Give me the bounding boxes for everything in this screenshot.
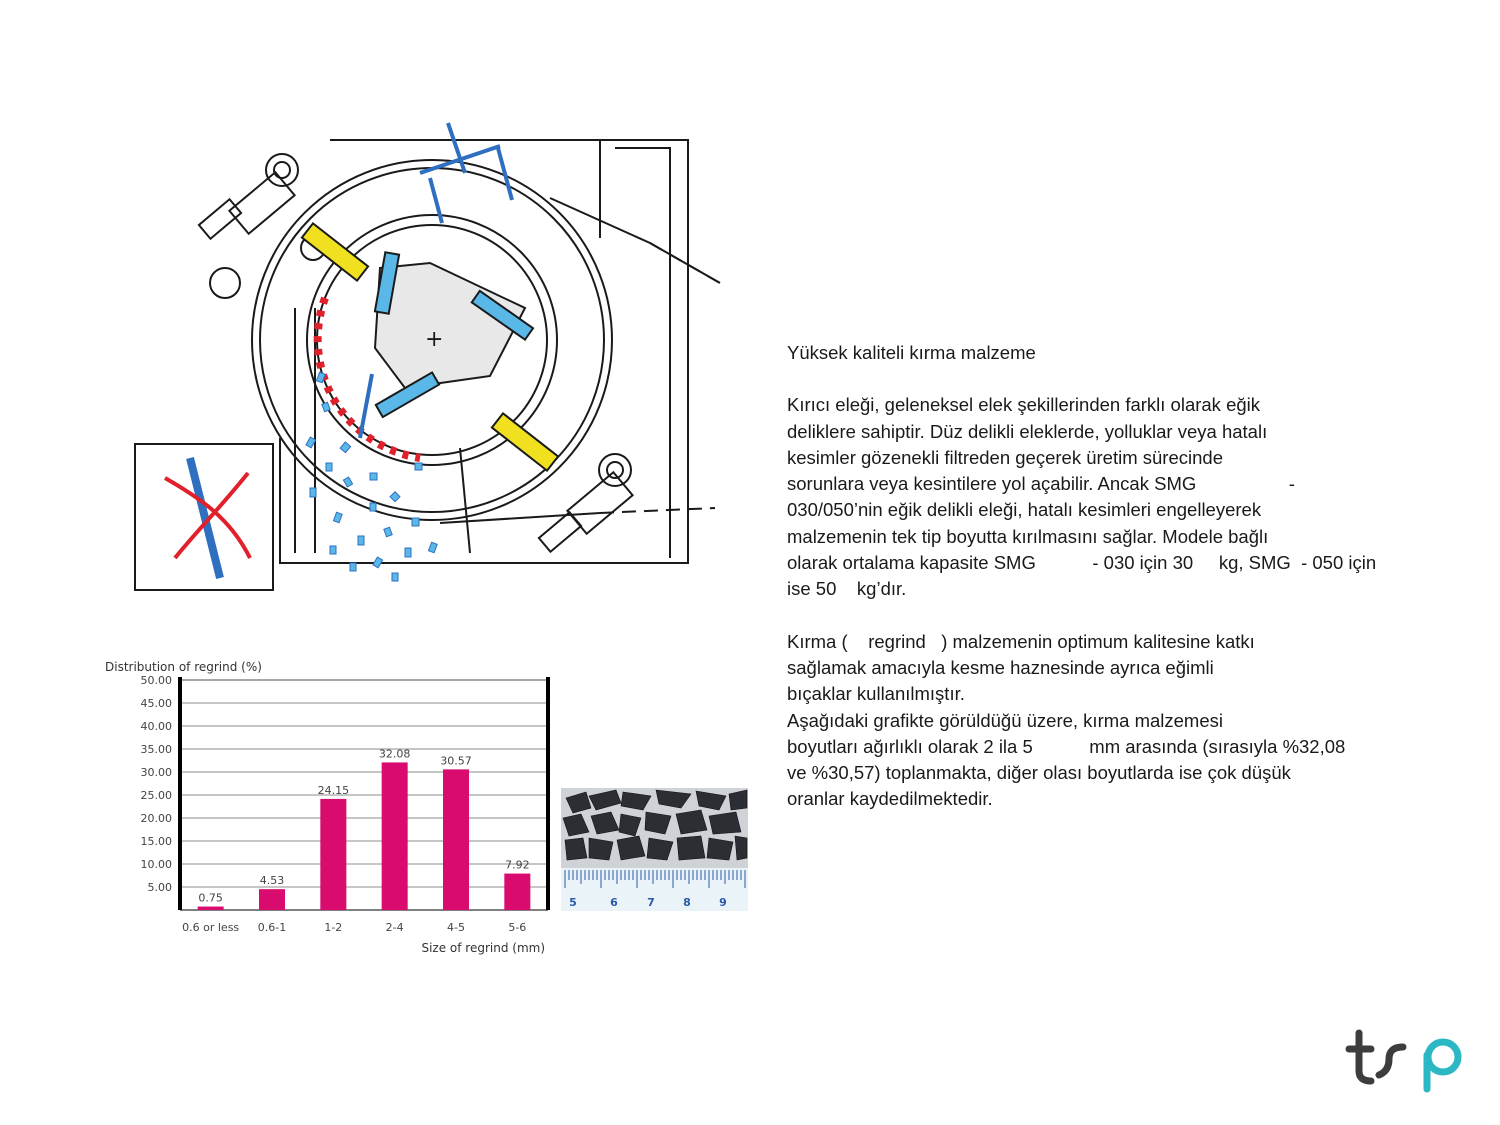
chart-value-label: 7.92	[505, 858, 530, 872]
para1-line: Kırıcı eleği, geleneksel elek şekillerinden farklı olarak eğik	[787, 394, 1261, 416]
chart-xtick-label: 1-2	[324, 921, 343, 934]
para1-line: ise 50 kg’dır.	[787, 578, 907, 600]
logo-t	[1359, 1033, 1371, 1081]
para1-line: deliklere sahiptir. Düz delikli eleklerde, yolluklar veya hatalı	[787, 420, 1268, 442]
chart-bar	[504, 874, 530, 910]
chart-ytick-label: 35.00	[140, 743, 172, 756]
ruler-number: 5	[569, 896, 577, 909]
granulator-cross-section-diagram	[130, 118, 730, 598]
chart-xlabel: Size of regrind (mm)	[421, 941, 545, 955]
chart-value-label: 4.53	[259, 874, 285, 888]
chart-xtick-label: 0.6-1	[257, 921, 287, 934]
chart-ytick-label: 25.00	[140, 789, 172, 802]
chart-bar	[198, 907, 224, 910]
para1-line: kesimler gözenekli filtreden geçerek üretim sürecinde	[787, 446, 1223, 468]
chart-xtick-label: 5-6	[508, 921, 527, 934]
para1-line: 030/050’nin eğik delikli eleği, hatalı kesimleri engelleyerek	[787, 499, 1262, 521]
chart-xtick-label: 0.6 or less	[182, 921, 240, 934]
chart-bar	[320, 799, 346, 910]
chart-bar	[382, 762, 408, 910]
para2-line: Aşağıdaki grafikte görüldüğü üzere, kırma malzemesi	[787, 709, 1223, 731]
chart-ytick-label: 40.00	[140, 720, 172, 733]
chart-ytick-label: 45.00	[140, 697, 172, 710]
ruler-number: 6	[610, 896, 618, 909]
chart-xtick-label: 4-5	[447, 921, 465, 934]
chart-value-label: 32.08	[378, 747, 411, 761]
description-text	[787, 340, 1427, 813]
regrind-distribution-chart	[100, 655, 560, 965]
pivot-knob	[210, 268, 240, 298]
svg-text:+: +	[425, 327, 444, 352]
chart-bar	[443, 769, 469, 910]
chart-value-label: 24.15	[317, 783, 350, 797]
chart-title: Distribution of regrind (%)	[105, 660, 262, 674]
para1-line: sorunlara veya kesintilere yol açabilir. Ancak SMG -	[787, 473, 1295, 495]
logo-s	[1379, 1047, 1403, 1075]
regrind-flakes	[306, 372, 437, 581]
stationary-blade	[492, 413, 558, 470]
para2-line: Kırma ( regrind ) malzemenin optimum kalitesine katkı	[787, 630, 1255, 652]
regrind-sample-photo	[561, 788, 748, 911]
chart-ytick-label: 10.00	[140, 858, 172, 871]
section-title: Yüksek kaliteli kırma malzeme	[787, 342, 1036, 363]
rotor-body	[375, 263, 525, 388]
para2-line: sağlamak amacıyla kesme haznesinde ayrıca eğimli	[787, 656, 1214, 678]
chart-ytick-label: 15.00	[140, 835, 172, 848]
para2-line: bıçaklar kullanılmıştır.	[787, 683, 965, 705]
ruler-number: 9	[719, 896, 727, 909]
para1-line: malzemenin tek tip boyutta kırılmasını sağlar. Modele bağlı	[787, 525, 1269, 547]
chart-bar	[259, 889, 285, 910]
tsp-logo	[1345, 1025, 1470, 1093]
para2-line: ve %30,57) toplanmakta, diğer olası boyutlarda ise çok düşük	[787, 762, 1291, 784]
para2-line: oranlar kaydedilmektedir.	[787, 788, 993, 810]
chart-ytick-label: 30.00	[140, 766, 172, 779]
chart-ytick-label: 20.00	[140, 812, 172, 825]
chart-value-label: 30.57	[440, 754, 472, 768]
chart-ytick-label: 50.00	[140, 674, 172, 687]
chart-svg	[100, 655, 560, 965]
chart-xtick-label: 2-4	[385, 921, 404, 934]
ruler-number: 8	[683, 896, 691, 909]
para1-line: olarak ortalama kapasite SMG - 030 için 30 kg, SMG - 050 için	[787, 552, 1377, 574]
chart-value-label: 0.75	[198, 891, 223, 905]
chart-ytick-label: 5.00	[147, 881, 172, 894]
ruler-number: 7	[647, 896, 655, 909]
para2-line: boyutları ağırlıklı olarak 2 ila 5 mm arasında (sırasıyla %32,08	[787, 735, 1346, 757]
